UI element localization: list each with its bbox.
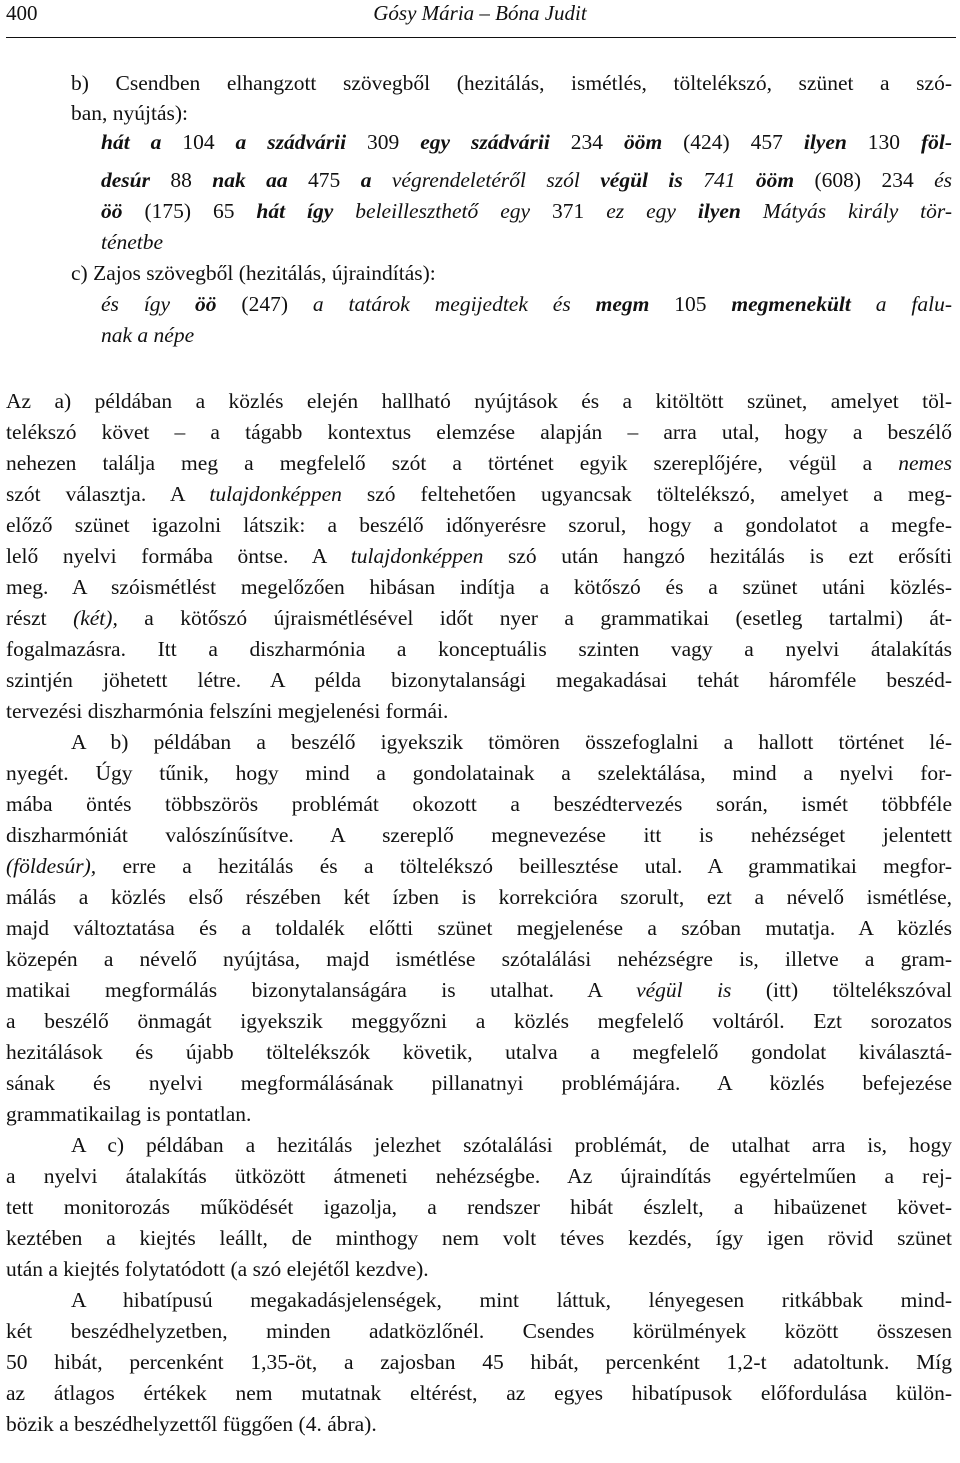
text-line: A c) példában a hezitálás jelezhet szótalálási problémát, de utalhat arra is, hogy [71, 1133, 952, 1157]
text-line: az átlagos értékek nem mutatnak eltérést, az egyes hibatípusok előfordulása külön- [6, 1381, 952, 1405]
text-line: matikai megformálás bizonytalanságára is utalhat. A végül is (itt) töltelékszóval [6, 978, 952, 1002]
running-title: Gósy Mária – Bóna Judit [373, 1, 587, 25]
text-line: meg. A szóismétlést megelőzően hibásan indítja a kötőszó és a szünet utáni közlés- [6, 575, 952, 599]
text-line: diszharmóniát valószínűsítve. A szereplő megnevezése itt is nehézséget jelentett [6, 823, 952, 847]
text-line: hát a 104 a szádvárii 309 egy szádvárii 234 ööm (424) 457 ilyen 130 föl- [101, 130, 953, 154]
text-line: szintjén jöhetett létre. A példa bizonytalansági megakadásai tehát háromféle beszéd- [6, 668, 952, 692]
text-line: nehezen találja meg a megfelelő szót a történet egyik szereplőjére, végül a nemes [6, 451, 952, 475]
text-line: c) Zajos szövegből (hezitálás, újraindítás): [71, 261, 436, 285]
text-line: tervezési diszharmónia felszíni megjelenési formái. [6, 699, 449, 723]
text-line: lelő nyelvi formába öntse. A tulajdonképpen szó után hangzó hezitálás is ezt erősíti [6, 544, 952, 568]
text-line: a beszélő önmagát igyekszik meggyőzni a közlés megfelelő voltáról. Ezt sorozatos [6, 1009, 952, 1033]
page-header [0, 0, 960, 30]
text-line: ban, nyújtás): [71, 101, 189, 125]
text-line: sának és nyelvi megformálásának pillanatnyi problémájára. A közlés befejezése [6, 1071, 952, 1095]
text-line: grammatikailag is pontatlan. [6, 1102, 252, 1126]
text-line: 50 hibát, percenként 1,35-öt, a zajosban 45 hibát, percenként 1,2-t adatoltunk. Míg [6, 1350, 952, 1374]
text-line: mába öntés többszörös problémát okozott a beszédtervezés során, ismét többféle [6, 792, 952, 816]
text-line: málás a közlés első részében két ízben is korrekcióra szorult, ezt a névelő ismétlése, [6, 885, 952, 909]
text-line: (földesúr), erre a hezitálás és a töltelékszó beillesztése utal. A grammatikai megfor- [6, 854, 952, 878]
text-line: nyegét. Úgy tűnik, hogy mind a gondolatainak a szelektálása, mind a nyelvi for- [6, 761, 952, 785]
text-line: b) Csendben elhangzott szövegből (hezitálás, ismétlés, töltelékszó, szünet a szó- [71, 71, 952, 95]
text-line: majd változtatása és a toldalék előtti szünet megjelenése a szóban mutatja. A közlés [6, 916, 952, 940]
text-line: Az a) példában a közlés elején hallható nyújtások és a kitöltött szünet, amelyet töl- [6, 389, 952, 413]
header-rule [6, 37, 956, 38]
text-line: közepén a névelő nyújtása, majd ismétlése szótalálási nehézségre is, illetve a gram- [6, 947, 952, 971]
text-line: A hibatípusú megakadásjelenségek, mint láttuk, lényegesen ritkábbak mind- [71, 1288, 952, 1312]
text-line: hezitálások és újabb töltelékszók követik, utalva a megfelelő gondolat kiválasztá- [6, 1040, 952, 1064]
text-line: fogalmazásra. Itt a diszharmónia a konceptuális szinten vagy a nyelvi átalakítás [6, 637, 952, 661]
text-line: két beszédhelyzetben, minden adatközlőnél. Csendes körülmények között összesen [6, 1319, 952, 1343]
text-line: keztében a kiejtés leállt, de minthogy nem volt téves kezdés, így igen rövid szünet [6, 1226, 952, 1250]
text-line: nak a népe [101, 323, 195, 347]
text-line: után a kiejtés folytatódott (a szó elejétől kezdve). [6, 1257, 429, 1281]
page-number: 400 [6, 1, 38, 25]
text-line: szót választja. A tulajdonképpen szó feltehetően ugyancsak töltelékszó, amelyet a meg- [6, 482, 953, 506]
text-line: a nyelvi átalakítás ütközött átmeneti nehézségbe. Az újraindítás egyértelműen a rej- [6, 1164, 952, 1188]
text-line: részt (két), a kötőszó újraismétlésével időt nyer a grammatikai (esetleg tartalmi) át- [6, 606, 952, 630]
text-line: öö (175) 65 hát így beleilleszthető egy 371 ez egy ilyen Mátyás király tör- [101, 199, 953, 223]
text-line: desúr 88 nak aa 475 a végrendeletéről szól végül is 741 ööm (608) 234 és [101, 168, 953, 192]
text-line: bözik a beszédhelyzettől függően (4. ábra). [6, 1412, 377, 1436]
text-line: ténetbe [101, 230, 164, 254]
text-line: A b) példában a beszélő igyekszik tömören összefoglalni a hallott történet lé- [71, 730, 952, 754]
text-line: tett monitorozás működését igazolja, a rendszer hibát észlelt, a hibaüzenet követ- [6, 1195, 952, 1219]
text-line: előző szünet igazolni látszik: a beszélő időnyerésre szorul, hogy a gondolatot a megfe- [6, 513, 952, 537]
text-line: telékszó követ – a tágabb kontextus elemzése alapján – arra utal, hogy a beszélő [6, 420, 952, 444]
text-line: és így öö (247) a tatárok megijedtek és megm 105 megmenekült a falu- [101, 292, 953, 316]
